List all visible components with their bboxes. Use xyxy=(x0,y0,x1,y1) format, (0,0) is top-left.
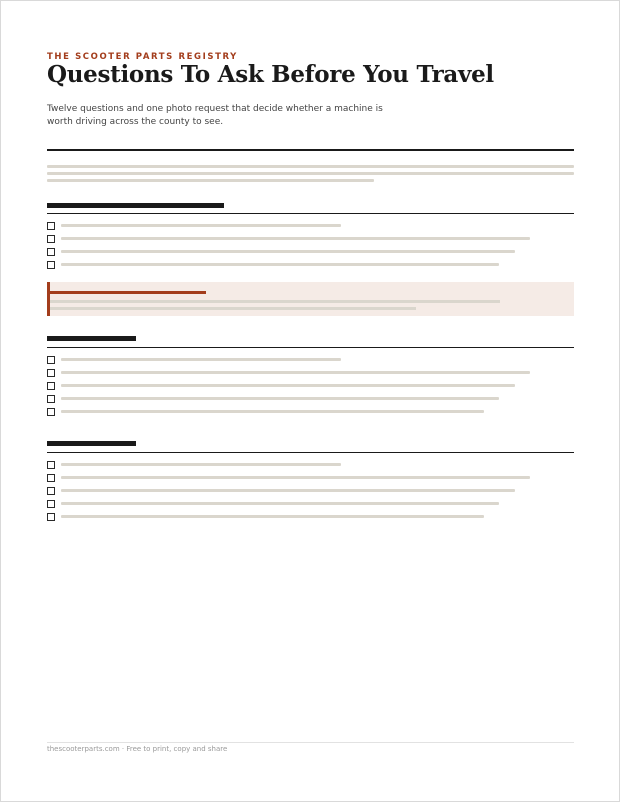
footer-divider xyxy=(47,742,574,743)
checkbox[interactable] xyxy=(47,395,55,403)
page-title: Questions To Ask Before You Travel xyxy=(47,61,494,88)
checkbox[interactable] xyxy=(47,356,55,364)
checkbox[interactable] xyxy=(47,500,55,508)
checkbox[interactable] xyxy=(47,382,55,390)
section-divider xyxy=(47,347,574,348)
question-text-line xyxy=(61,263,499,266)
footer-text: thescooterparts.com · Free to print, copy and share xyxy=(47,745,228,753)
checkbox[interactable] xyxy=(47,248,55,256)
question-text-line xyxy=(61,397,499,400)
publication-kicker: THE SCOOTER PARTS REGISTRY xyxy=(47,52,238,62)
question-text-line xyxy=(61,410,484,413)
question-text-line xyxy=(61,489,515,492)
question-text-line xyxy=(61,358,341,361)
checkbox[interactable] xyxy=(47,408,55,416)
question-text-line xyxy=(61,463,341,466)
checkbox[interactable] xyxy=(47,474,55,482)
intro-text-line xyxy=(47,172,574,175)
question-text-line xyxy=(61,371,530,374)
checkbox[interactable] xyxy=(47,261,55,269)
question-text-line xyxy=(61,515,484,518)
section-heading-bar xyxy=(47,203,224,208)
checkbox[interactable] xyxy=(47,461,55,469)
intro-text-line xyxy=(47,179,374,182)
section-divider xyxy=(47,452,574,453)
callout-accent-bar xyxy=(47,282,50,316)
question-text-line xyxy=(61,224,341,227)
callout-text-line xyxy=(50,300,500,303)
callout-text-line xyxy=(50,307,416,310)
page-subtitle: Twelve questions and one photo request that decide whether a machine is worth driving across the county to see. xyxy=(47,104,383,127)
question-text-line xyxy=(61,384,515,387)
question-text-line xyxy=(61,237,530,240)
question-text-line xyxy=(61,250,515,253)
checkbox[interactable] xyxy=(47,222,55,230)
checkbox[interactable] xyxy=(47,235,55,243)
callout-heading-line xyxy=(50,291,206,294)
checkbox[interactable] xyxy=(47,369,55,377)
intro-text-line xyxy=(47,165,574,168)
question-text-line xyxy=(61,476,530,479)
checkbox[interactable] xyxy=(47,513,55,521)
section-divider xyxy=(47,213,574,214)
checkbox[interactable] xyxy=(47,487,55,495)
question-text-line xyxy=(61,502,499,505)
section-heading-bar xyxy=(47,441,136,446)
photo-request-callout xyxy=(47,282,574,316)
section-heading-bar xyxy=(47,336,136,341)
header-divider xyxy=(47,149,574,151)
